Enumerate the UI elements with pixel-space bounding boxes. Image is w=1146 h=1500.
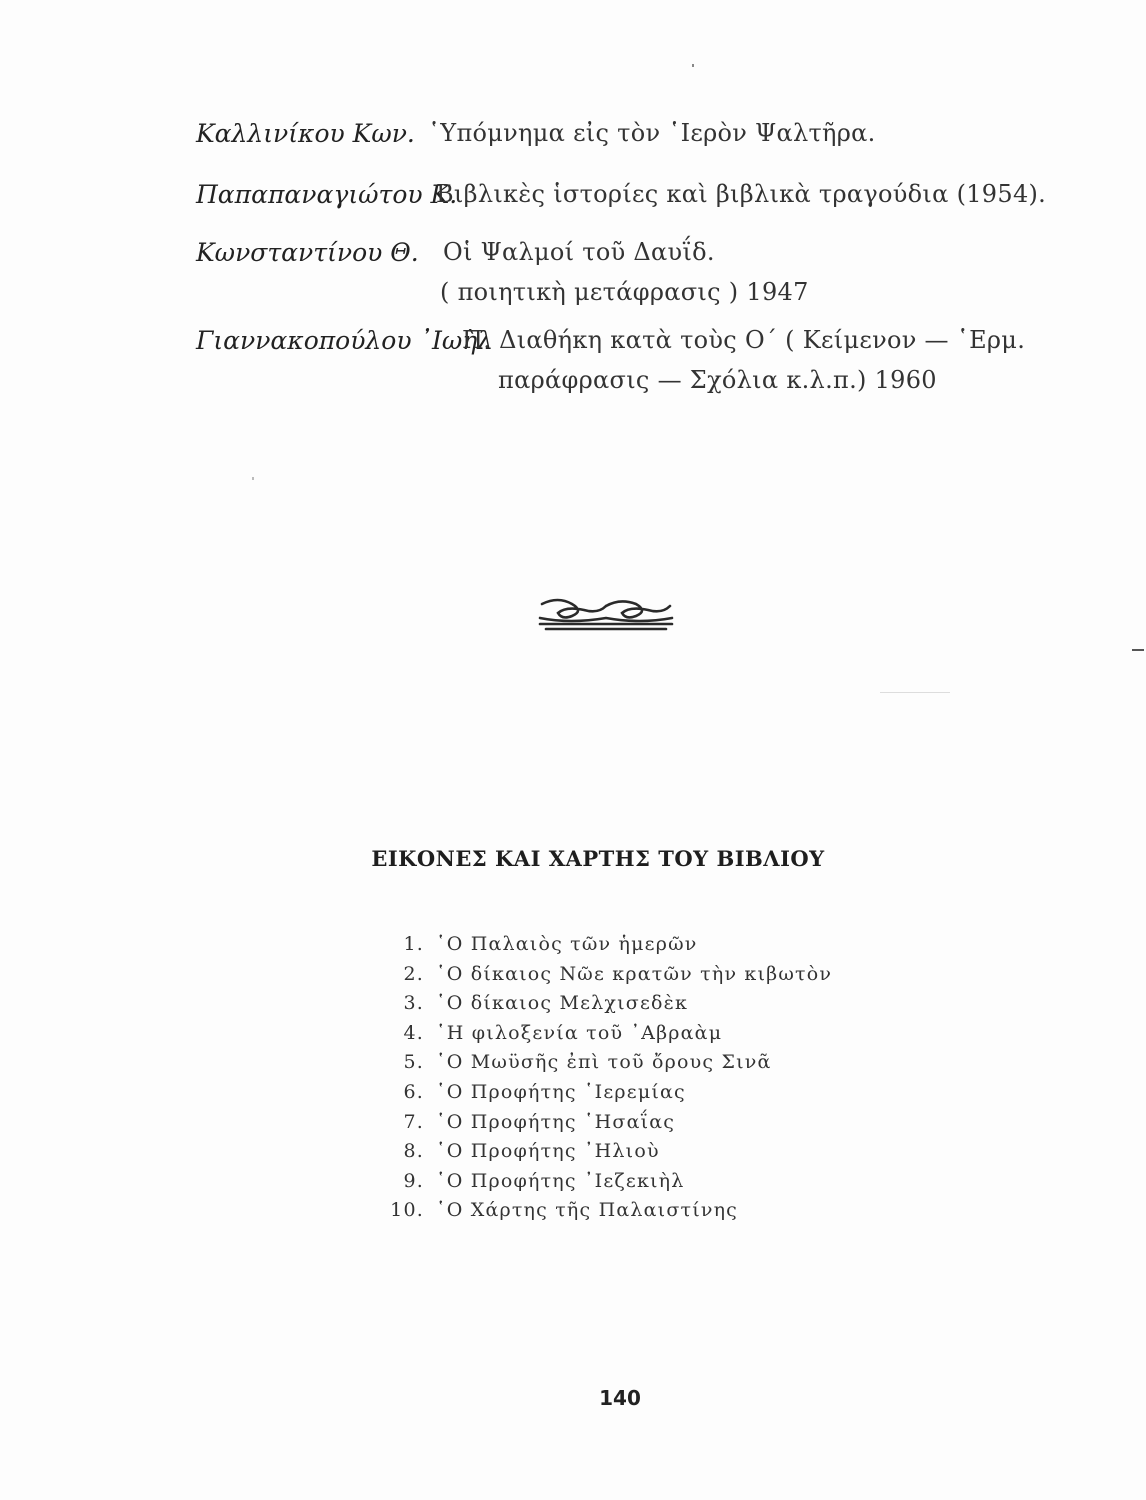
scan-speck [692,64,694,67]
item-number: 10. [390,1199,424,1222]
ornament-divider-icon [536,594,676,634]
list-item [380,1111,980,1141]
illustrations-list [380,933,980,1229]
entry-title: Π. Διαθήκη κατὰ τοὺς Ο΄ ( Κείμενον — ῾Ερμ. [462,326,1026,354]
entry-title-continuation: ( ποιητικὴ μετάφρασις ) 1947 [440,278,809,306]
list-item [380,933,980,963]
entry-author: Παπαπαναγιώτου Κ. [196,180,458,209]
entry-title: Οἱ Ψαλμοί τοῦ Δαυΐδ. [443,238,715,266]
item-number: 4. [403,1021,424,1044]
item-number: 7. [403,1110,424,1133]
item-text: ῾Ο δίκαιος Μελχισεδὲκ [436,992,689,1015]
item-text: ῾Ο Προφήτης ῾Ησαΐας [436,1110,676,1133]
entry-title: Βιβλικὲς ἱστορίες καὶ βιβλικὰ τραγούδια (1954). [436,180,1047,208]
scan-line [880,692,950,693]
item-text: ῾Ο δίκαιος Νῶε κρατῶν τὴν κιβωτὸν [436,962,833,985]
list-item [380,1081,980,1111]
item-text: ῾Ο Μωϋσῆς ἐπὶ τοῦ ὄρους Σινᾶ [436,1051,772,1074]
list-item [380,1170,980,1200]
item-number: 1. [403,933,424,955]
list-item [380,1051,980,1081]
item-number: 5. [403,1051,424,1074]
item-text: ῾Ο Προφήτης ᾿Ιεζεκιὴλ [436,1169,685,1192]
item-number: 3. [403,992,424,1015]
item-text: ῾Ο Παλαιὸς τῶν ἡμερῶν [436,933,698,955]
item-number: 9. [403,1169,424,1192]
item-text: ῾Ο Χάρτης τῆς Παλαιστίνης [436,1199,739,1222]
entry-title-continuation: παράφρασις — Σχόλια κ.λ.π.) 1960 [498,366,937,394]
item-text: ῾Ο Προφήτης ῾Ιερεμίας [436,1080,686,1103]
scan-speck [252,477,254,480]
item-number: 2. [403,962,424,985]
item-text: ῾Ο Προφήτης ᾿Ηλιοὺ [436,1140,660,1163]
list-item [380,1022,980,1052]
section-heading [0,846,1146,871]
entry-author: Καλλινίκου Κων. [196,119,415,148]
entry-author: Κωνσταντίνου Θ. [196,238,419,267]
item-text: ῾Η φιλοξενία τοῦ ᾿Αβραὰμ [436,1021,723,1044]
item-number: 6. [403,1080,424,1103]
page-number: 140 [599,1386,641,1410]
list-item [380,963,980,993]
list-item [380,1140,980,1170]
entry-title: ῾Υπόμνημα εἰς τὸν ῾Ιερὸν Ψαλτῆρα. [428,119,876,147]
item-number: 8. [403,1140,424,1163]
section-heading-text: ΕΙΚΟΝΕΣ ΚΑΙ ΧΑΡΤΗΣ ΤΟΥ ΒΙΒΛΙΟΥ [371,846,825,871]
list-item [380,992,980,1022]
scan-edge-mark [1132,649,1144,651]
list-item [380,1199,980,1229]
entry-author: Γιαννακοπούλου ᾿Ιωὴλ [196,326,494,355]
